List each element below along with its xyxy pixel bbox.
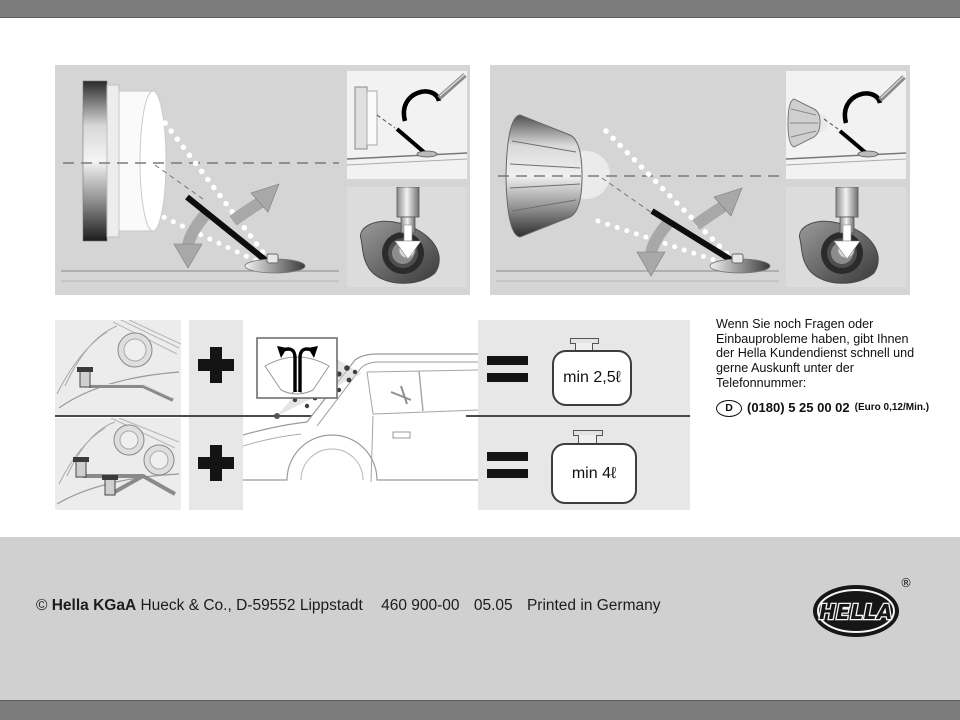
headlamp-lens [140, 91, 166, 231]
nozzle-tool-subpanel [347, 71, 467, 179]
tool-handle [880, 77, 904, 100]
adjust-hook-tool [845, 93, 880, 123]
insert-arrow-shaft [404, 225, 412, 241]
ground-line-2 [347, 159, 467, 165]
adjust-arrow-down-head [174, 244, 202, 268]
min-capacity-label-1: min 2,5ℓ [563, 369, 621, 386]
bottom-gray-band [0, 700, 960, 720]
service-note-line: Wenn Sie noch Fragen oder [716, 317, 874, 331]
nozzle-body-2 [105, 478, 115, 495]
headlamp-lens-2 [150, 451, 168, 469]
twin-nozzle-photo [55, 418, 181, 510]
spray-nozzle [274, 413, 280, 419]
adjust-arrow-up [696, 206, 724, 225]
nozzle-tool-diagram [786, 71, 906, 179]
nozzle-body [80, 370, 90, 387]
service-note-line: Einbauprobleme haben, gibt Ihnen [716, 331, 909, 346]
hella-logo-graphic [812, 575, 912, 641]
spray-dotted-line-lower [155, 213, 267, 266]
hotline-number: (0180) 5 25 00 02 [747, 399, 850, 415]
plus-icon [198, 347, 234, 383]
single-nozzle-photo [55, 320, 181, 415]
part-number: 460 900-00 [381, 597, 460, 614]
service-note-line: gerne Auskunft unter der [716, 361, 854, 376]
nozzle-base [417, 151, 437, 157]
door-handle [393, 432, 410, 438]
wiper-inset [257, 338, 337, 398]
lamp-lens-side [367, 91, 377, 145]
tool-handle-highlight [881, 76, 904, 98]
service-note-line: Telefonnummer: [716, 375, 807, 390]
headlamp-adjust-panel [55, 65, 470, 295]
headlamp-lens [124, 339, 146, 361]
spray-dotted-line-upper [159, 115, 271, 263]
printed-in: Printed in Germany [526, 597, 661, 614]
insert-arrow-shaft [843, 225, 851, 241]
top-gray-band [0, 0, 960, 18]
nozzle-tool-subpanel [786, 71, 906, 179]
foglamp-adjust-panel [490, 65, 910, 295]
company-rest: Hueck & Co., D-59552 Lippstadt [140, 597, 363, 614]
aim-dashed-line [602, 178, 652, 213]
adjust-hook-tool [404, 91, 439, 121]
equals-icon [487, 452, 528, 478]
headlamp-lens-1 [120, 431, 138, 449]
service-note-line: der Hella Kundendienst schnell und [716, 346, 915, 361]
footer-band [0, 537, 960, 700]
twin-nozzle-illustration [55, 418, 181, 510]
single-nozzle-illustration [55, 320, 181, 415]
nozzle-head [267, 254, 278, 263]
company-name: Hella KGaA [51, 597, 137, 614]
tool-handle-highlight [440, 74, 465, 96]
car-side-view [243, 320, 478, 510]
service-note [716, 317, 954, 417]
bumper-line [59, 372, 179, 408]
washer-tube [89, 386, 173, 400]
nozzle-cap-2 [102, 475, 118, 480]
nozzle-tube [836, 187, 858, 217]
lamp-side [355, 87, 367, 149]
hotline-rate: (Euro 0,12/Min.) [854, 401, 930, 413]
washer-tube [83, 476, 175, 494]
nozzle-base [858, 151, 878, 157]
equals-icon [487, 356, 528, 382]
headlamp-rim [107, 85, 119, 237]
registered-mark: ® [900, 576, 912, 590]
headlamp-back [83, 81, 107, 241]
ground-line [786, 153, 906, 159]
country-badge: D [716, 400, 742, 417]
aim-dashed-line [377, 115, 395, 128]
nozzle-insert-subpanel [786, 187, 906, 287]
washer-fluid-canister-1 [552, 350, 632, 406]
nozzle-insert-subpanel [347, 187, 467, 287]
telescopic-rod [397, 129, 425, 153]
telescopic-rod [840, 131, 866, 153]
nozzle-tool-diagram [347, 71, 467, 179]
hella-logo [812, 575, 912, 641]
washer-fluid-canister-2 [551, 443, 637, 504]
nozzle-cap-1 [73, 457, 89, 462]
nozzle-tube [397, 187, 419, 217]
ground-line-2 [786, 159, 906, 165]
plus-icon [198, 445, 234, 481]
nozzle-insert-diagram [786, 187, 906, 287]
date-code: 05.05 [473, 597, 513, 614]
adjust-arrow-down [651, 223, 668, 254]
car-spray-illustration [243, 320, 478, 510]
adjust-arrow-down [188, 215, 205, 246]
tool-handle [439, 75, 465, 98]
nozzle-insert-diagram [347, 187, 467, 287]
adjust-arrow-up [233, 202, 261, 221]
logo-text: HELLA [819, 600, 893, 624]
nozzle-cap [77, 367, 93, 372]
nozzle-body-1 [76, 460, 86, 477]
foglamp-adjust-diagram [490, 65, 785, 295]
headlamp-adjust-diagram [55, 65, 345, 295]
ground-line [347, 153, 467, 159]
adjust-arrow-down-head [637, 252, 665, 276]
imprint-line [36, 597, 660, 615]
nozzle-head [732, 254, 743, 263]
min-capacity-label-2: min 4ℓ [571, 464, 617, 482]
copyright-symbol: © [36, 597, 48, 614]
hotline-row [716, 400, 954, 417]
